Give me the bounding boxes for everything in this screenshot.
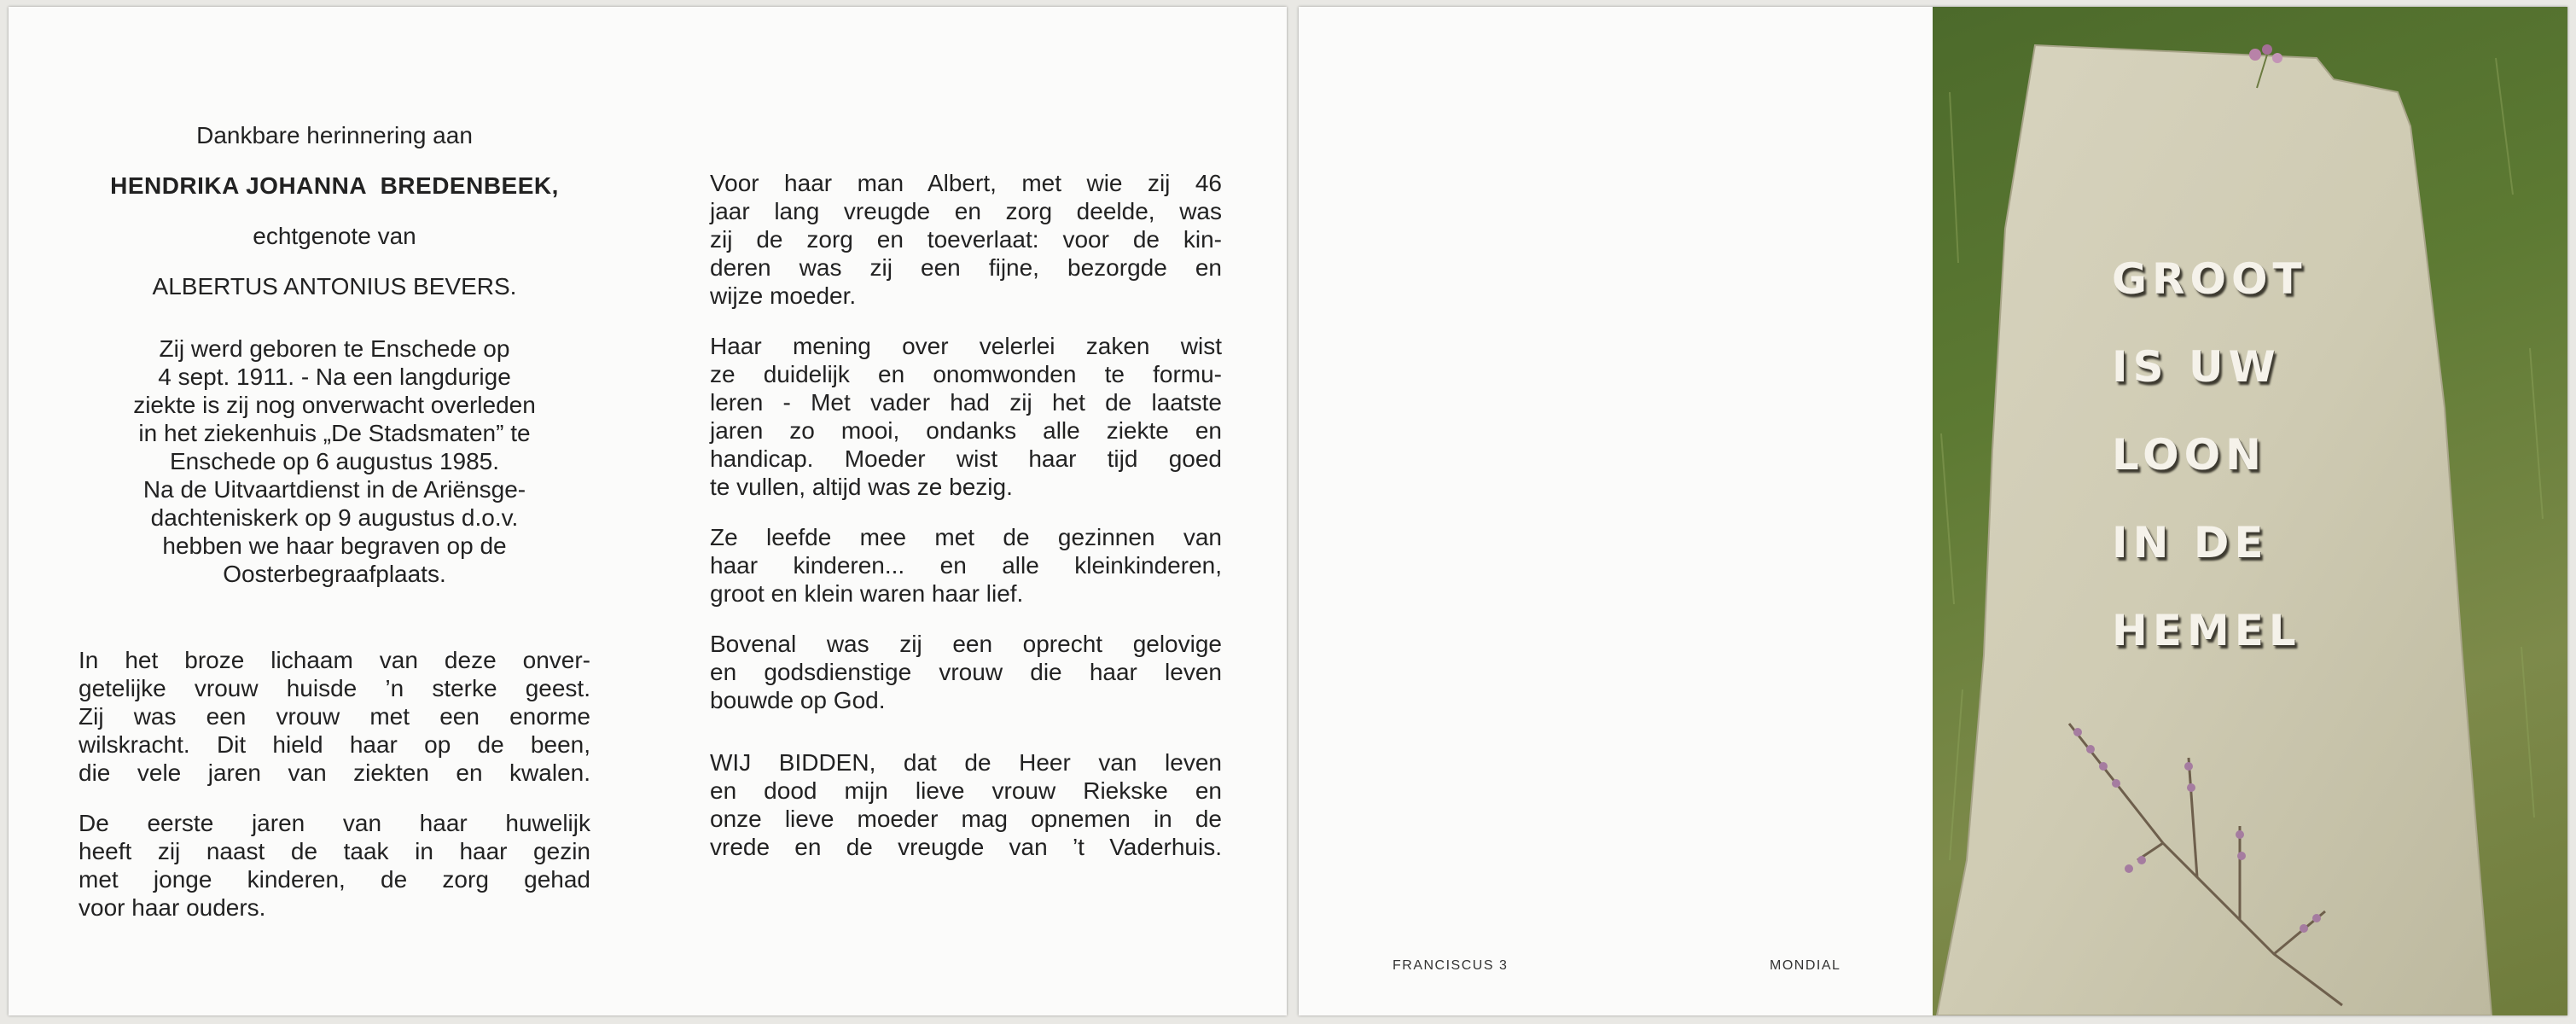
card-heading: Dankbare herinnering aan <box>196 122 473 148</box>
text-line: De eerste jaren van haar huwelijk <box>79 810 590 836</box>
text-line: Bovenal was zij een oprecht gelovige <box>710 631 1222 657</box>
text-line: en dood mijn lieve vrouw Riekske en <box>710 777 1222 804</box>
tribute-paragraph-6 <box>710 630 1222 714</box>
tribute-paragraph-5 <box>710 523 1222 608</box>
text-line: getelijke vrouw huisde ’n sterke geest. <box>79 675 590 701</box>
text-line: voor haar ouders. <box>79 894 266 921</box>
text-line: Oosterbegraafplaats. <box>223 561 446 587</box>
text-line: In het broze lichaam van deze onver- <box>79 647 590 673</box>
relation-text: echtgenote van <box>253 223 416 249</box>
text-line: deren was zij een fijne, bezorgde en <box>710 254 1222 281</box>
text-line: 4 sept. 1911. - Na een langdurige <box>158 364 511 390</box>
text-line: onze lieve moeder mag opnemen in de <box>710 806 1222 832</box>
bio-paragraph <box>79 335 590 588</box>
imprint-series: FRANCISCUS 3 <box>1393 958 1509 973</box>
text-line: vrede en de vreugde van ’t Vaderhuis. <box>710 834 1222 860</box>
text-line: hebben we haar begraven op de <box>162 532 507 559</box>
text-line: WIJ BIDDEN, dat de Heer van leven <box>710 749 1222 776</box>
text-line: met jonge kinderen, de zorg gehad <box>79 866 590 893</box>
inscription-line: IS UW <box>2112 342 2281 392</box>
card-inner-spread <box>9 7 1287 1015</box>
text-line: Zij werd geboren te Enschede op <box>159 335 510 362</box>
text-line: en godsdienstige vrouw die haar leven <box>710 659 1222 685</box>
text-line: heeft zij naast de taak in haar gezin <box>79 838 590 864</box>
text-line: Ze leefde mee met de gezinnen van <box>710 524 1222 550</box>
text-line: Voor haar man Albert, met wie zij 46 <box>710 170 1222 196</box>
text-line: wilskracht. Dit hield haar op de been, <box>79 731 590 758</box>
stone-inscription <box>2112 236 2385 675</box>
tribute-paragraph-3 <box>710 169 1222 310</box>
deceased-name: HENDRIKA JOHANNA BREDENBEEK, <box>110 172 559 199</box>
text-line: Zij was een vrouw met een enorme <box>79 703 590 730</box>
tribute-paragraph-2 <box>79 809 590 922</box>
text-line: Haar mening over velerlei zaken wist <box>710 333 1222 359</box>
inscription-line: IN DE <box>2112 518 2269 567</box>
imprint-publisher: MONDIAL <box>1770 958 1841 973</box>
middle-text-column <box>710 169 1222 861</box>
text-line: zij de zorg en toeverlaat: voor de kin- <box>710 226 1222 253</box>
tribute-paragraph-1 <box>79 646 590 787</box>
text-line: bouwde op God. <box>710 687 886 713</box>
text-line: groot en klein waren haar lief. <box>710 580 1024 607</box>
text-line: wijze moeder. <box>710 282 857 309</box>
inscription-line: HEMEL <box>2112 606 2301 655</box>
text-line: die vele jaren van ziekten en kwalen. <box>79 759 590 786</box>
text-line: jaren zo mooi, ondanks alle ziekte en <box>710 417 1222 444</box>
left-text-column <box>79 121 590 922</box>
inscription-line: LOON <box>2112 430 2266 480</box>
text-line: haar kinderen... en alle kleinkinderen, <box>710 552 1222 579</box>
tribute-paragraph-4 <box>710 332 1222 501</box>
text-line: dachteniskerk op 9 augustus d.o.v. <box>150 504 519 531</box>
text-line: te vullen, altijd was ze bezig. <box>710 474 1013 500</box>
text-line: Na de Uitvaartdienst in de Ariënsge- <box>142 476 526 503</box>
text-line: ze duidelijk en onomwonden te formu- <box>710 361 1222 387</box>
spouse-name: ALBERTUS ANTONIUS BEVERS. <box>152 273 517 300</box>
inscription-line: GROOT <box>2112 254 2307 304</box>
text-line: handicap. Moeder wist haar tijd goed <box>710 445 1222 472</box>
text-line: jaar lang vreugde en zorg deelde, was <box>710 198 1222 224</box>
text-line: leren - Met vader had zij het de laatste <box>710 389 1222 416</box>
text-line: Enschede op 6 augustus 1985. <box>169 448 500 474</box>
text-line: ziekte is zij nog onverwacht overleden <box>133 392 536 418</box>
card-outer-spread <box>1299 7 2567 1015</box>
text-line: in het ziekenhuis „De Stadsmaten” te <box>138 420 531 446</box>
prayer-paragraph <box>710 748 1222 861</box>
gravestone-photo <box>1933 7 2567 1015</box>
